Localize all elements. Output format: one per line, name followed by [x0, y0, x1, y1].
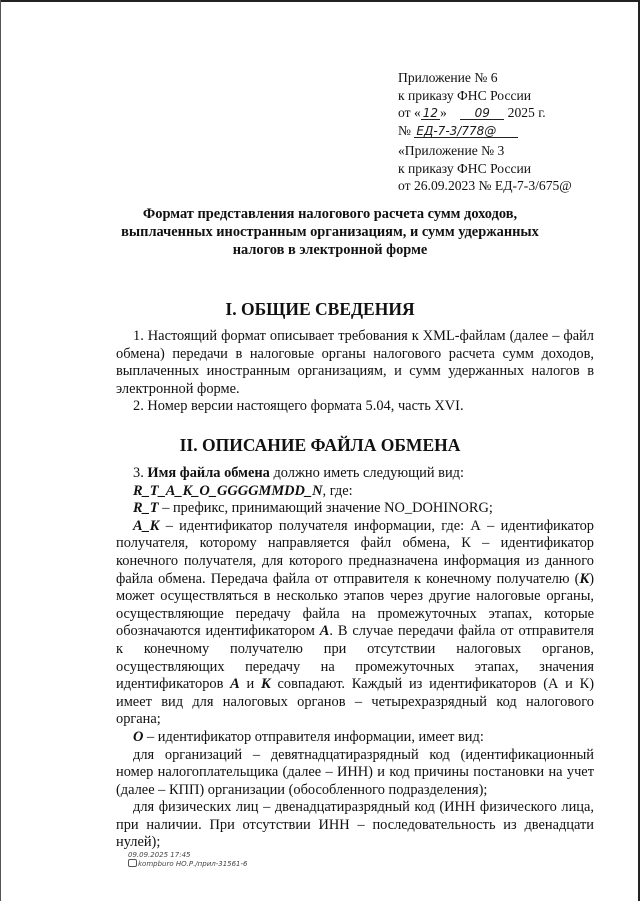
- scan-edge-top: [0, 0, 640, 2]
- paragraph-2: 2. Номер версии настоящего формата 5.04, часть XVI.: [133, 398, 464, 415]
- filename-term: Имя файла обмена: [147, 465, 270, 481]
- paragraph-3: 3. Имя файла обмена должно иметь следующий вид:: [133, 465, 464, 481]
- prev-appendix-line3: от 26.09.2023 № ЕД-7-3/675@: [398, 178, 572, 193]
- footer-timestamp: 09.09.2025 17:45: [128, 851, 191, 859]
- filename-pattern: R_T_A_K_O_GGGGMMDD_N: [133, 482, 323, 499]
- appendix-date-line: от « 12 » 09 2025 г.: [398, 105, 546, 120]
- footer-author-line: kompburo НО.Р./прил-31561-6: [128, 860, 247, 869]
- filename-pattern-line: R_T_A_K_O_GGGGMMDD_N, где:: [133, 482, 353, 499]
- appendix-header: [398, 69, 546, 139]
- handwritten-order-number: ЕД-7-3/778@: [414, 125, 518, 138]
- section-1-body: [116, 328, 594, 416]
- prev-appendix-line1: «Приложение № 3: [398, 143, 505, 158]
- appendix-number-line: № ЕД-7-3/778@: [398, 122, 546, 140]
- prefix-definition: R_T – префикс, принимающий значение NO_DOHINORG;: [133, 500, 493, 517]
- paragraph-1: 1. Настоящий формат описывает требования к XML-файлам (далее – файл обмена) передачи в налоговые органы налогового расчета сумм доходов, выплаченных иностранным организациям, и сумм удержанных налогов в электронной форме.: [116, 328, 594, 397]
- previous-appendix-header: [398, 142, 572, 195]
- sender-identifier-definition: O – идентификатор отправителя информации, имеет вид:: [133, 728, 484, 745]
- document-icon: [128, 859, 137, 867]
- prev-appendix-line2: к приказу ФНС России: [398, 160, 532, 176]
- document-title: Формат представления налогового расчета сумм доходов, выплаченных иностранным организациям, и сумм удержанных налогов в электронной форме: [121, 206, 539, 258]
- appendix-line1: Приложение № 6: [398, 70, 498, 85]
- section-2-heading: II. ОПИСАНИЕ ФАЙЛА ОБМЕНА: [179, 435, 461, 455]
- print-footer: [128, 851, 247, 869]
- appendix-line2: к приказу ФНС России: [398, 87, 532, 103]
- recipient-identifier-definition: A_K – идентификатор получателя информации, где: А – идентификатор получателя, которому направляется файл обмена, К – идентификатор конечного получателя, для которого предназначена информация из данного файла обмена. Передача файла от отправителя к конечному получателю (К) может осуществляться в несколько этапов через другие налоговые органы, осуществляющие передачу файла на промежуточных этапах, которые обозначаются идентификатором А. В случае передачи файла от отправителя к конечному получателю при отсутствии налоговых органов, осуществляющих передачу на промежуточных этапах, значения идентификаторов А и К совпадают. Каждый из идентификаторов (А и К) имеет вид для налоговых органов – четырехразрядный код налогового органа;: [116, 517, 594, 728]
- handwritten-month: 09: [460, 107, 504, 120]
- sender-person-format: для физических лиц – двенадцатиразрядный код (ИНН физического лица, при наличии. При отсутствии ИНН – последовательность из двенадцати нулей);: [116, 799, 594, 851]
- sender-organization-format: для организаций – девятнадцатиразрядный код (идентификационный номер налогоплательщика (далее – ИНН) и код причины постановки на учет (далее – КПП) организации (обособленного подразделения);: [116, 746, 594, 798]
- handwritten-day: 12: [422, 106, 439, 120]
- appendix-year: 2025 г.: [507, 105, 546, 120]
- section-1-heading: I. ОБЩИЕ СВЕДЕНИЯ: [225, 299, 415, 319]
- section-2-body: [116, 465, 594, 852]
